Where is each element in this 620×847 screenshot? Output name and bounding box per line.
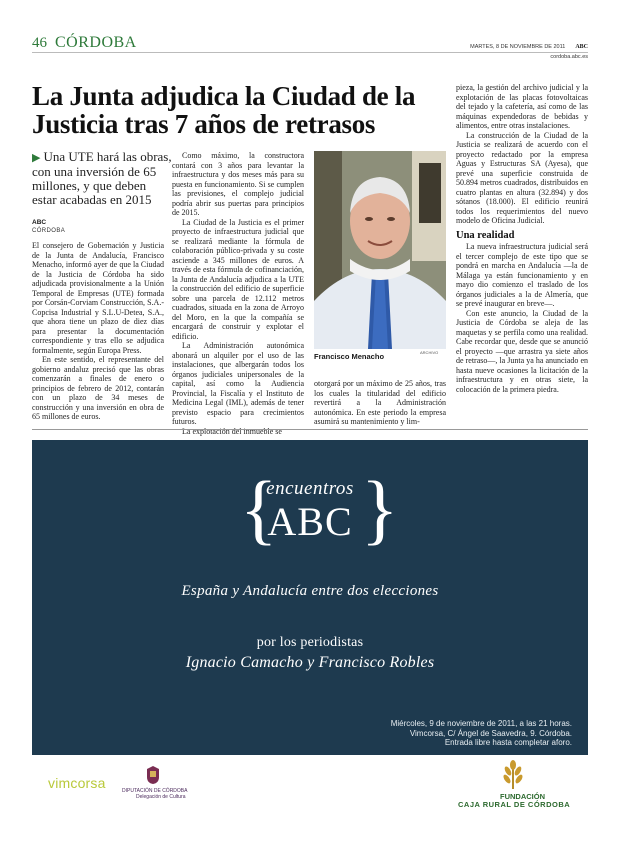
page-number: 46	[32, 35, 47, 51]
diputacion-crest-icon	[145, 765, 161, 785]
event-line: Miércoles, 9 de noviembre de 2011, a las 21 horas.	[390, 719, 572, 728]
ad-brand-top: encuentros	[266, 478, 354, 499]
portrait-photo	[314, 151, 446, 349]
article-column-3	[456, 83, 588, 394]
paragraph: La nueva infraestructura judicial será el tercer complejo de este tipo que se pondrá en marcha en Andalucía —la de Málaga ya están funcionamiento y en mayo dio comienzo el traslado de los órganos judiciales a la de Almería, que se prevé inaugurar en breve—.	[456, 242, 588, 308]
article-column-2	[172, 151, 304, 436]
brace-right-icon: }	[361, 465, 399, 552]
event-line: Vimcorsa, C/ Ángel de Saavedra, 9. Córdoba.	[409, 728, 572, 738]
fundacion-name: CAJA RURAL DE CÓRDOBA	[458, 800, 571, 809]
site-url: cordoba.abc.es	[550, 54, 588, 60]
paragraph: La explotación del inmueble se	[182, 426, 282, 436]
ad-topic: España y Andalucía entre dos elecciones	[181, 583, 439, 599]
paragraph: La Administración autonómica abonará un alquiler por el uso de las instalaciones, que albergarán todos los órganos judiciales unipersonales de la capital, así como la Audiencia Provincial, la Fiscalía y el Instituto de Medicina Legal (IML), además de tener previsto espacio para crecimientos futuros.	[172, 341, 304, 426]
sponsor-strip	[32, 755, 588, 817]
paragraph: otorgará por un máximo de 25 años, tras los cuales la titularidad del edificio revertirá a la Administración autonómica. En este periodo la empresa asumirá su mantenimiento y lim-	[314, 379, 446, 426]
paragraph: Como máximo, la constructora contará con 3 años para levantar la infraestructura y dos meses más para su puesta en funcionamiento. Si se cumplen las previsiones, el complejo judicial podría abrir sus puertas para principios de 2015.	[172, 151, 304, 217]
headline: La Junta adjudica la Ciudad de la Justicia tras 7 años de retrasos	[32, 81, 416, 139]
brace-left-icon: {	[240, 465, 278, 552]
article-column-2b	[314, 379, 446, 427]
wheat-icon	[500, 760, 526, 790]
section-title: CÓRDOBA	[55, 34, 137, 51]
diputacion-name: DIPUTACIÓN DE CÓRDOBA	[122, 788, 188, 794]
paragraph: La construcción de la Ciudad de la Justicia se realizará de acuerdo con el proyecto redactado por la empresa Aguas y Estructuras SA (Ayesa), que prevé una superficie construida de 50.894 metros cuadrados, distribuidos en cuatro plantas en altura (32.894) y dos sótanos (18.000). El edificio reunirá todos los requerimientos del nuevo modelo de Oficina Judicial.	[456, 130, 588, 225]
ad-brand-main: ABC	[267, 499, 353, 544]
ad-by-line: por los periodistas	[256, 635, 364, 650]
fundacion-label: FUNDACIÓN	[500, 792, 545, 801]
paragraph: En este sentido, el representante del gobierno andaluz precisó que las obras comenzarán a finales de enero o principios de febrero de 2012, contarán con un plazo de 34 meses de construcción y una inversión en obra de 65 millones de euros.	[32, 355, 164, 421]
event-advertisement	[32, 440, 588, 755]
paragraph: Con este anuncio, la Ciudad de la Justicia de Córdoba se aleja de las maquetas y se perfila como una realidad. Cabe recordar que, desde que se anunció el proyecto —que arrastra ya siete años de retraso—, la Junta ya ha anunciado en hasta nueve ocasiones la licitación de la infraestructura y en otras siete, la colocación de la primera piedra.	[456, 308, 588, 394]
ad-event-details	[391, 719, 572, 748]
portrait-illustration	[314, 151, 446, 349]
paragraph: pieza, la gestión del archivo judicial y la explotación de las placas fotovoltaicas del tejado y la cafetería, así como de las máquinas expendedoras de bebidas y alimentos, entre otras instalaciones.	[456, 83, 588, 130]
ad-speakers: Ignacio Camacho y Francisco Robles	[185, 654, 435, 671]
paragraph: La Ciudad de la Justicia es el primer proyecto de infraestructura judicial que se realizará mediante la fórmula de colaboración público-privada y su coste asciende a 345 millones de euros. A través de esta fórmula de cofinanciación, la Junta de Andalucía adjudica a la UTE la construcción del edificio de superficie sobre una parcela de 12.112 metros cuadrados, situada en la zona de Arroyo del Moro, en la que la compañía se encargará de construir y explotar el edificio.	[172, 217, 304, 341]
byline: ABC	[32, 219, 47, 226]
photo-caption: Francisco Menacho	[314, 352, 385, 361]
subtitle: Una realidad	[456, 229, 515, 241]
event-line: Entrada libre hasta completar aforo.	[444, 738, 572, 747]
photo-credit: ARCHIVO	[420, 350, 439, 355]
paragraph: El consejero de Gobernación y Justicia de la Junta de Andalucía, Francisco Menacho, informó ayer de que la Ciudad de la Justicia de Córdoba ha sido adjudicada provisionalmente a la Unión Temporal de Empresas (UTE) formada por Corsán-Corviam Construcción, S.A.-Copcisa Industrial y S.L.U-Detea, S.A., que ahora tiene un plazo de diez días para presentar la documentación correspondiente y tras ello se adjudica formalmente, según Europa Press.	[32, 241, 164, 355]
brand-mark: ABC	[575, 44, 588, 50]
subhead-text: Una UTE hará las obras, con una inversión de 65 millones, y que deben estar acabadas en 2015	[32, 149, 172, 207]
diputacion-dept: Delegación de Cultura	[136, 794, 186, 800]
header-rule	[32, 52, 588, 53]
issue-date: MARTES, 8 DE NOVIEMBRE DE 2011	[470, 44, 566, 50]
triangle-bullet-icon: ▶	[32, 152, 41, 164]
vimcorsa-logo: vimcorsa	[48, 775, 106, 791]
dateline-place: CÓRDOBA	[32, 228, 66, 234]
subhead	[32, 150, 172, 207]
header-right	[470, 35, 588, 60]
article-column-1	[32, 241, 164, 422]
section-rule	[32, 429, 588, 430]
